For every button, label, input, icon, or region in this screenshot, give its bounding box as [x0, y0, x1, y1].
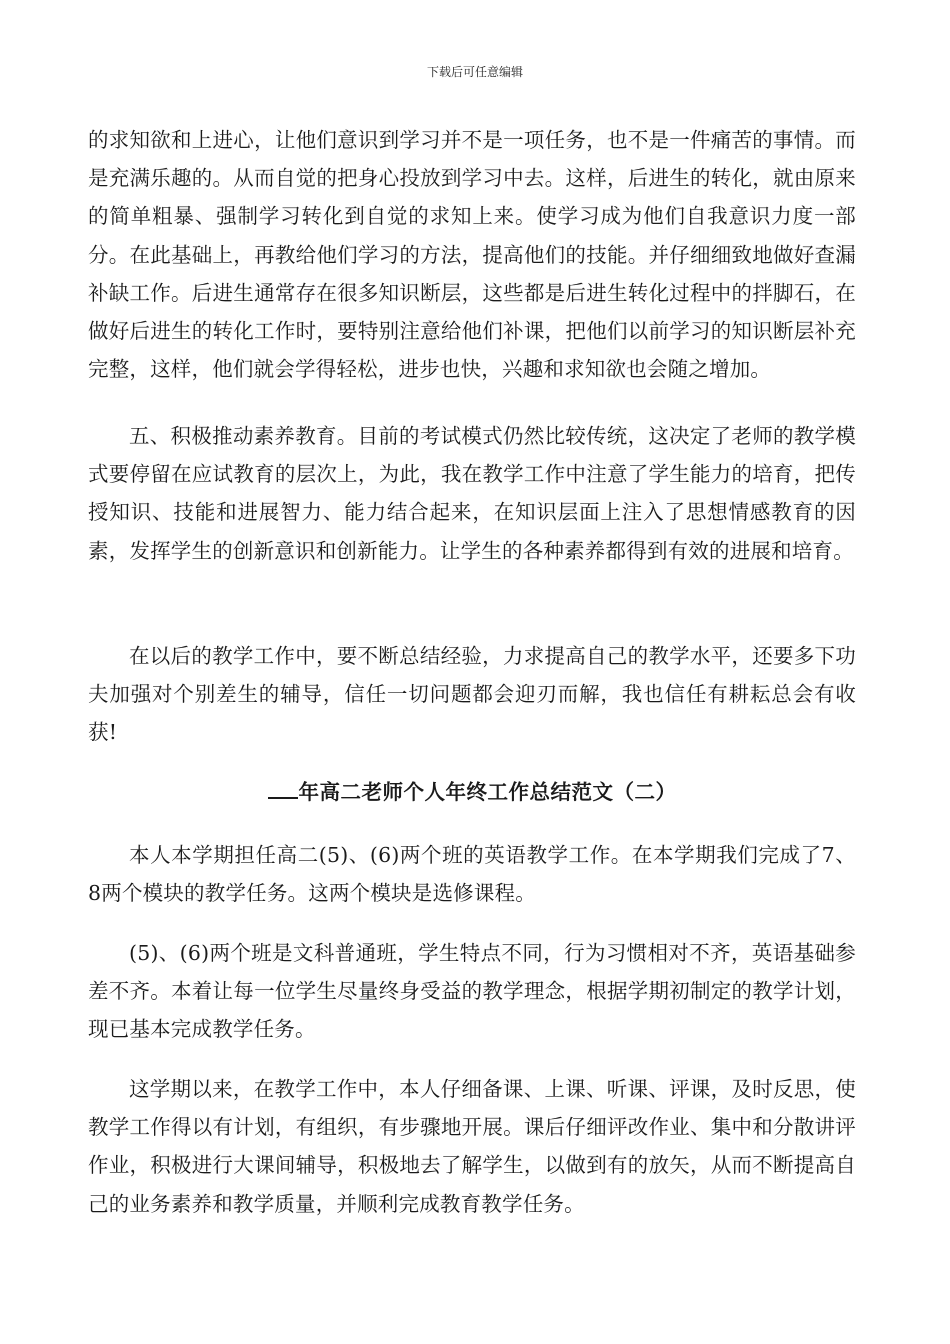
section-title	[88, 777, 856, 807]
paragraph-1	[88, 121, 856, 388]
paragraph-2	[88, 417, 856, 570]
paragraph-text: 本人本学期担任高二(5)、(6)两个班的英语教学工作。在本学期我们完成了7、8两个模块的教学任务。这两个模块是选修课程。	[88, 843, 856, 906]
paragraph-text: 五、积极推动素养教育。目前的考试模式仍然比较传统，这决定了老师的教学模式要停留在应试教育的层次上，为此，我在教学工作中注意了学生能力的培育，把传授知识、技能和进展智力、能力结合起来，在知识层面上注入了思想情感教育的因素，发挥学生的创新意识和创新能力。让学生的各种素养都得到有效的进展和培育。	[88, 424, 856, 563]
paragraph-text: 在以后的教学工作中，要不断总结经验，力求提高自己的教学水平，还要多下功夫加强对个别差生的辅导，信任一切问题都会迎刃而解，我也信任有耕耘总会有收获!	[88, 644, 856, 745]
paragraph-4	[88, 836, 856, 912]
paragraph-6	[88, 1070, 856, 1223]
paragraph-5	[88, 934, 856, 1049]
paragraph-text: 的求知欲和上进心，让他们意识到学习并不是一项任务，也不是一件痛苦的事情。而是充满乐趣的。从而自觉的把身心投放到学习中去。这样，后进生的转化，就由原来的简单粗暴、强制学习转化到自觉的求知上来。使学习成为他们自我意识力度一部分。在此基础上，再教给他们学习的方法，提高他们的技能。并仔细细致地做好查漏补缺工作。后进生通常存在很多知识断层，这些都是后进生转化过程中的拌脚石，在做好后进生的转化工作时，要特别注意给他们补课，把他们以前学习的知识断层补充完整，这样，他们就会学得轻松，进步也快，兴趣和求知欲也会随之增加。	[88, 128, 856, 382]
page-header: 下载后可任意编辑	[426, 65, 523, 79]
paragraph-3	[88, 637, 856, 752]
section-title-text: 年高二老师个人年终工作总结范文（二）	[298, 780, 677, 804]
paragraph-text: (5)、(6)两个班是文科普通班，学生特点不同，行为习惯相对不齐，英语基础参差不齐。本着让每一位学生尽量终身受益的教学理念，根据学期初制定的教学计划，现已基本完成教学任务。	[88, 941, 856, 1042]
paragraph-text: 这学期以来，在教学工作中，本人仔细备课、上课、听课、评课，及时反思，使教学工作得以有计划，有组织，有步骤地开展。课后仔细评改作业、集中和分散讲评作业，积极进行大课间辅导，积极地去了解学生，以做到有的放矢，从而不断提高自己的业务素养和教学质量，并顺利完成教育教学任务。	[88, 1077, 856, 1216]
title-blank-underline	[268, 777, 298, 799]
